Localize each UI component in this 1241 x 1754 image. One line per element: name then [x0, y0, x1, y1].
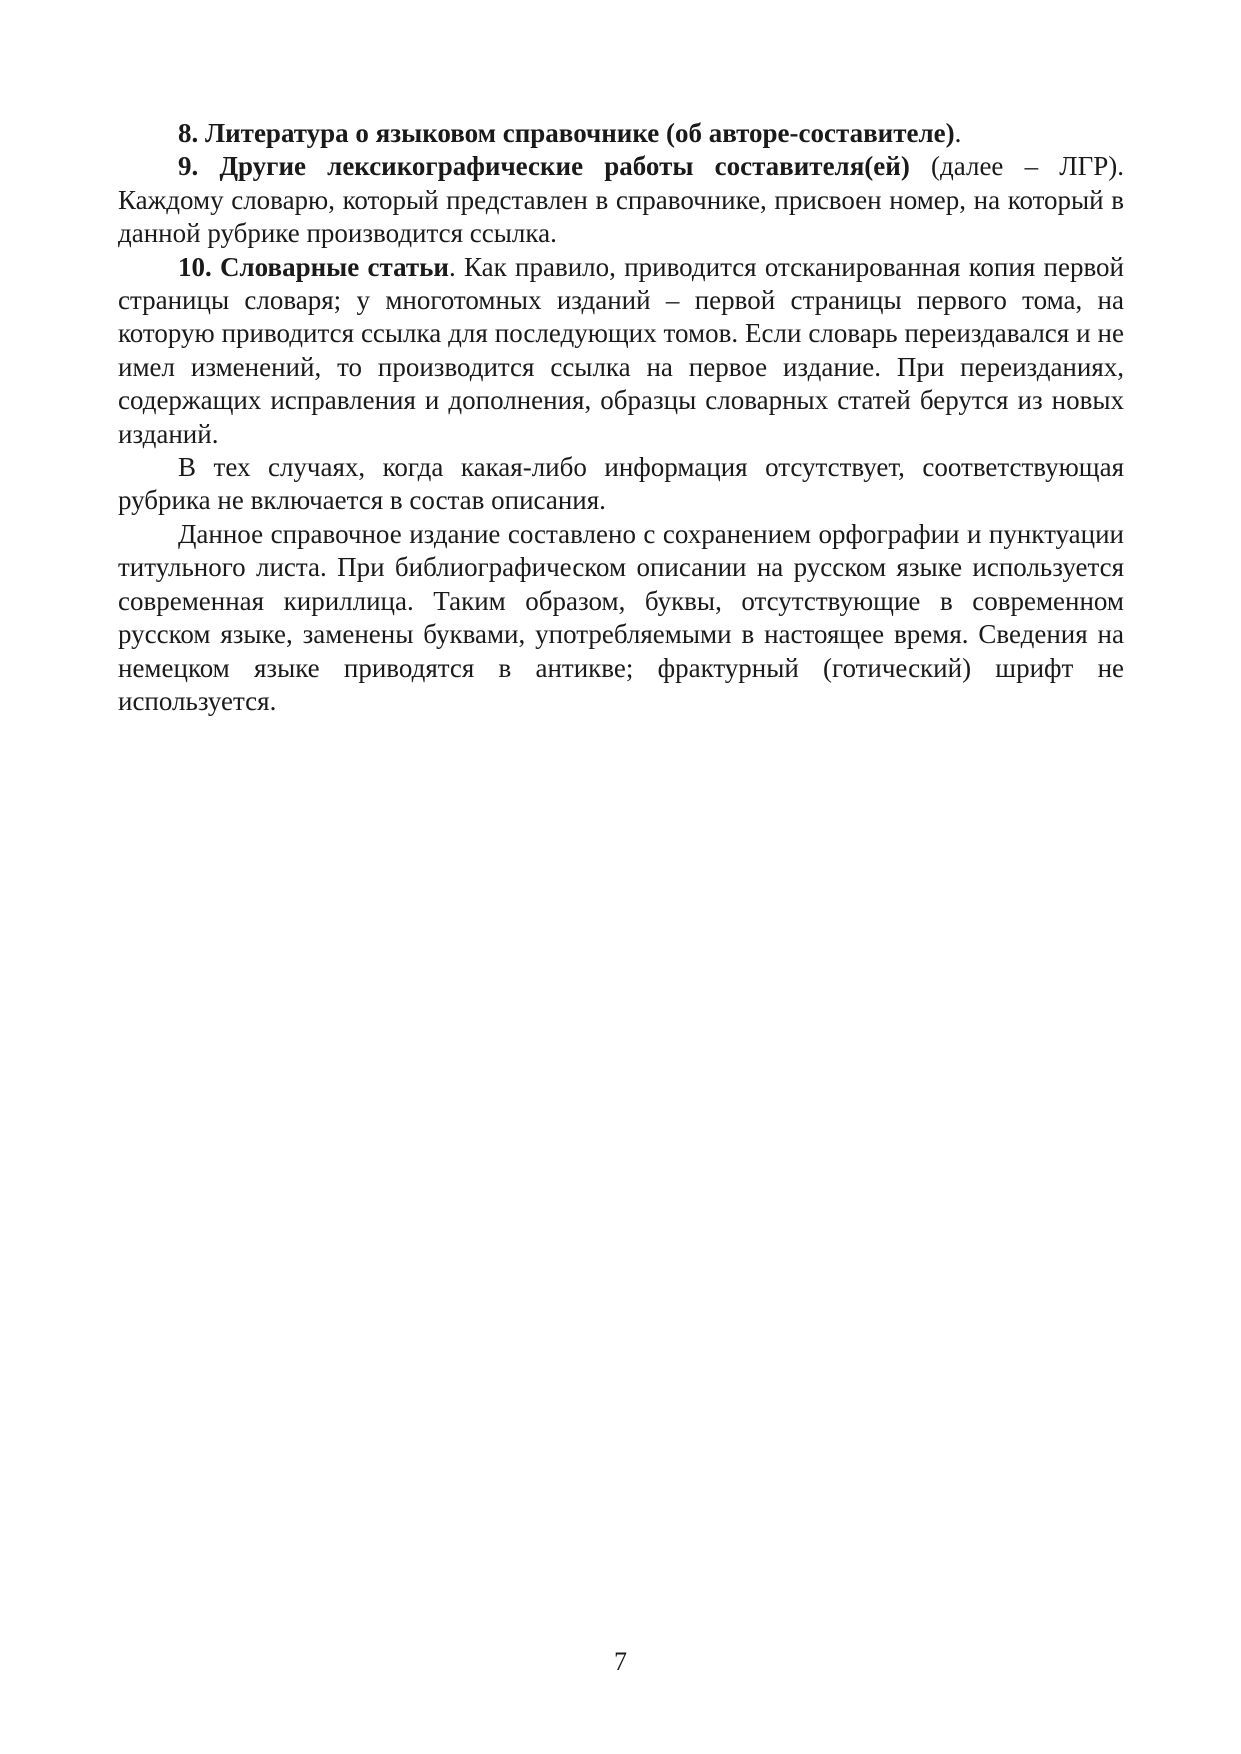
paragraph-orthography: [118, 518, 1124, 718]
item-9-heading: 9. Другие лексикографические работы составителя(ей): [178, 151, 910, 182]
paragraph-item-9: [118, 150, 1124, 250]
item-9-text: (далее – ЛГР). Каждому словарю, который представлен в справочнике, присвоен номер, на который в данной рубрике производится ссылка.: [118, 151, 1124, 249]
orthography-text: Данное справочное издание составлено с сохранением орфографии и пунктуации титульного листа. При библиографическом описании на русском языке используется современная кириллица. Таким образом, буквы, отсутствующие в современном русском языке, заменены буквами, употребляемыми в настоящее время. Сведения на немецком языке приводятся в антикве; фрактурный (готический) шрифт не используется.: [118, 518, 1124, 716]
paragraph-missing-info: [118, 451, 1124, 518]
paragraph-item-8: [118, 117, 1124, 150]
missing-info-text: В тех случаях, когда какая-либо информация отсутствует, соответствующая рубрика не включается в состав описания.: [118, 452, 1124, 516]
paragraph-item-10: [118, 251, 1124, 451]
item-10-text: . Как правило, приводится отсканированная копия первой страницы словаря; у многотомных изданий – первой страницы первого тома, на которую приводится ссылка для последующих томов. Если словарь переиздавался и не имел изменений, то производится ссылка на первое издание. При переизданиях, содержащих исправления и дополнения, образцы словарных статей берутся из новых изданий.: [118, 251, 1124, 449]
page-number: 7: [614, 1647, 627, 1676]
page-body: [118, 117, 1124, 718]
item-8-heading: 8. Литература о языковом справочнике (об авторе-составителе): [178, 118, 955, 148]
item-8-text: .: [954, 118, 962, 148]
item-10-heading: 10. Словарные статьи: [178, 251, 449, 282]
